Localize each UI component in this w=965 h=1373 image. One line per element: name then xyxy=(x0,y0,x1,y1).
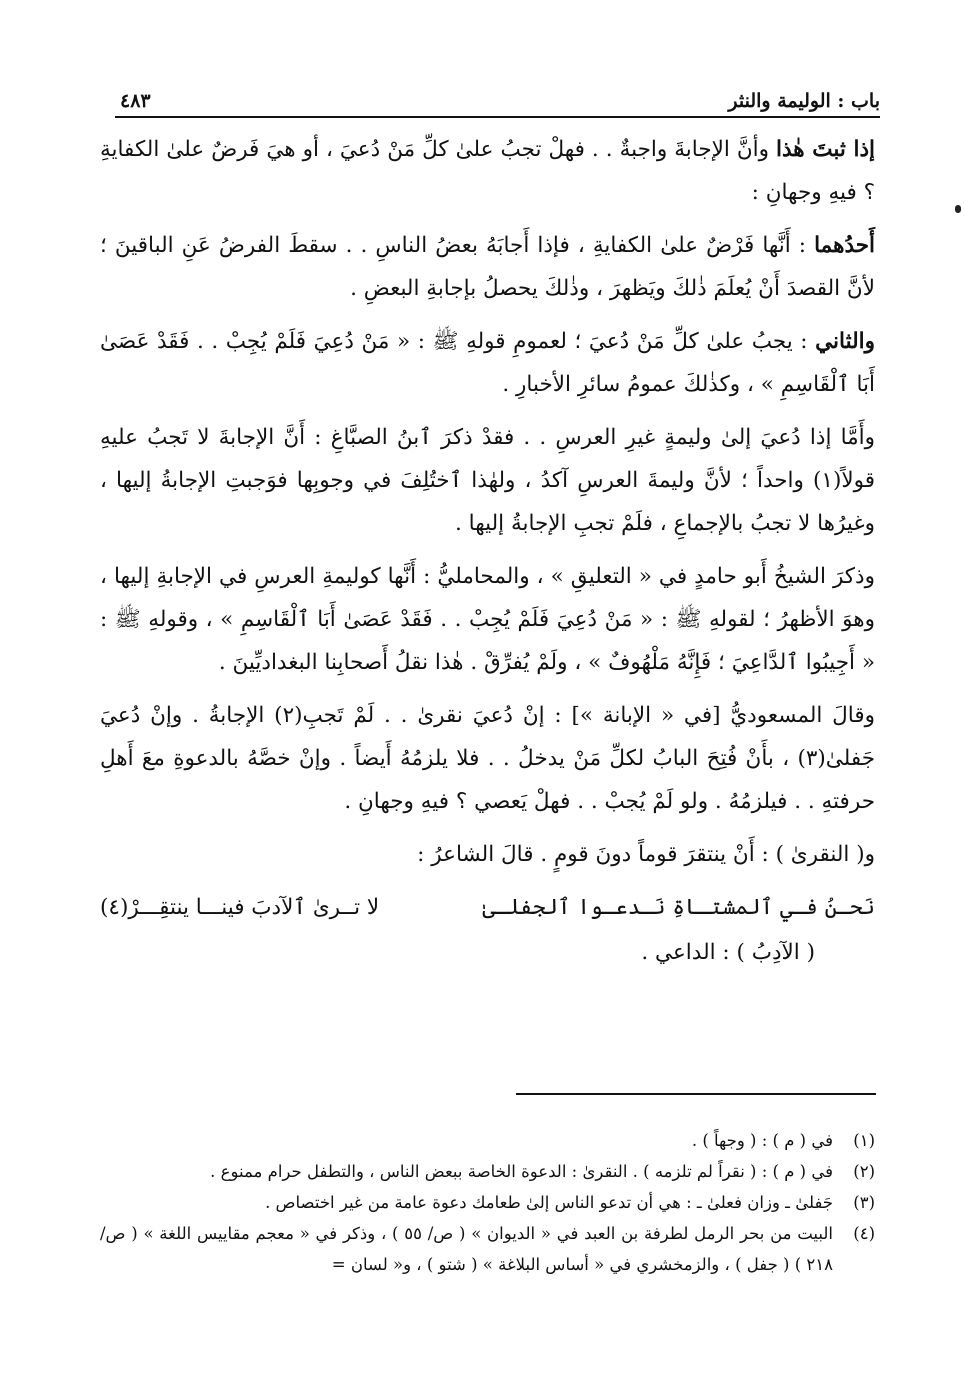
running-header xyxy=(120,78,880,112)
footnote-text: جَفلىٰ ـ وزان فعلىٰ ـ : هي أن تدعو الناس إلىٰ طعامك دعوة عامة من غير اختصاص . xyxy=(265,1193,833,1212)
verse-first-hemistich: نَحـنُ فـي ٱلمشتـاةِ نَـدعـوا ٱلجفلـىٰ xyxy=(482,895,875,920)
footnote xyxy=(100,1187,875,1218)
paragraph-text: : أَنَّها فَرْضٌ علىٰ الكفايةِ ، فإذا أَجابَهُ بعضُ الناسِ . . سقطَ الفرضُ عَنِ الباقينَ ؛ لأنَّ القصدَ أَنْ يُعلَمَ ذٰلكَ ويَظهرَ ، وذٰلكَ يحصلُ بإجابةِ البعضِ . xyxy=(100,233,875,301)
verse-second-hemistich: لا تــرىٰ ٱلآدبَ فينـــا ينتقِـــرْ(٤) xyxy=(100,895,380,920)
poetry-verse xyxy=(100,886,875,929)
paragraph-text: : يجبُ علىٰ كلِّ مَنْ دُعيَ ؛ لعمومِ قولهِ ﷺ : « مَنْ دُعِيَ فَلَمْ يُجِبْ . . فَقَدْ عَصَىٰ أَبَا ٱلْقَاسِمِ » ، وكذٰلكَ عمومُ سائرِ الأخبارِ . xyxy=(100,329,875,397)
footnote-rule xyxy=(516,1093,876,1095)
footnotes xyxy=(100,1125,875,1280)
footnote-text: في ( م ) : ( وجهاً ) . xyxy=(691,1131,833,1150)
paragraph xyxy=(100,224,875,310)
paragraph-text: وقالَ المسعوديُّ [في « الإبانة »] : إنْ دُعيَ نقرىٰ . . لَمْ تَجبِ(٢) الإجابةُ . وإنْ دُعيَ جَفلىٰ(٣) ، بأَنْ فُتِحَ البابُ لكلِّ مَنْ يدخلُ . . فلا يلزمُهُ أَيضاً . وإنْ خصَّهُ بالدعوةِ معَ أَهلِ حرفتهِ . . فيلزمُهُ . ولو لَمْ يُجبْ . . فهلْ يَعصي ؟ فيهِ وجهانِ . xyxy=(100,703,875,814)
footnote xyxy=(100,1156,875,1187)
paragraph xyxy=(100,416,875,545)
footnote-text: البيت من بحر الرمل لطرفة بن العبد في « الديوان » ( ص/ ٥٥ ) ، وذكر في « معجم مقاييس اللغة » ( ص/٢١٨ ) ( جفل ) ، والزمخشري في « أساس البلاغة » ( شتو ) ، و« لسان = xyxy=(100,1224,833,1274)
paragraph-text: وأَمَّا إذا دُعيَ إلىٰ وليمةٍ غيرِ العرسِ . . فقدْ ذكرَ ٱبنُ الصبَّاغِ : أَنَّ الإجابةَ لا تَجبُ عليهِ قولاً(١) واحداً ؛ لأنَّ وليمةَ العرسِ آكدُ ، ولهٰذا ٱختُلِفَ في وجوبِها فوَجبتِ الإجابةُ إليها ، وغيرُها لا تجبُ بالإجماعِ ، فلَمْ تجبِ الإجابةُ إليها . xyxy=(100,425,875,536)
paragraph xyxy=(100,555,875,684)
chapter-title: باب : الوليمة والنثر xyxy=(728,90,880,112)
footnote xyxy=(100,1218,875,1280)
page-number: ٤٨٣ xyxy=(120,90,151,112)
paragraph xyxy=(100,694,875,823)
paragraph-lead: والثاني xyxy=(815,329,875,354)
footnote-number: (١) xyxy=(853,1131,875,1150)
footnote-text: في ( م ) : ( نقراً لم تلزمه ) . النقرىٰ : الدعوة الخاصة ببعض الناس ، والتطفل حرام ممنوع . xyxy=(210,1162,833,1181)
paragraph-text: وذكرَ الشيخُ أَبو حامدٍ في « التعليقِ » ، والمحامليُّ : أَنَّها كوليمةِ العرسِ في الإجابةِ إليها ، وهوَ الأظهرُ ؛ لقولهِ ﷺ : « مَنْ دُعِيَ فَلَمْ يُجِبْ . . فَقَدْ عَصَىٰ أَبَا ٱلْقَاسِمِ » ، وقولهِ ﷺ : « أَجِيبُوا ٱلدَّاعِيَ ؛ فَإِنَّهُ مَلْهُوفٌ » ، ولَمْ يُفرِّقْ . هٰذا نقلُ أَصحابِنا البغداديِّينَ . xyxy=(100,564,875,675)
footnote-number: (٣) xyxy=(853,1193,875,1212)
paragraph-text: و( النقرىٰ ) : أَنْ ينتقرَ قوماً دونَ قومٍ . قالَ الشاعرُ : xyxy=(417,842,875,867)
paragraph xyxy=(100,320,875,406)
margin-mark xyxy=(955,205,961,213)
paragraph-lead: إذا ثبتَ هٰذا xyxy=(776,137,876,162)
footnote xyxy=(100,1125,875,1156)
header-rule xyxy=(115,116,880,118)
footnote-number: (٢) xyxy=(853,1162,875,1181)
verse-gloss: ( الآدِبُ ) : الداعي . xyxy=(641,940,815,965)
paragraph xyxy=(100,833,875,876)
main-text xyxy=(100,128,875,984)
paragraph-text: وأنَّ الإجابةَ واجبةٌ . . فهلْ تجبُ علىٰ كلِّ مَنْ دُعيَ ، أو هيَ فَرضٌ علىٰ الكفايةِ ؟ فيهِ وجهانِ : xyxy=(100,137,875,205)
paragraph-lead: أَحدُهما xyxy=(814,233,875,258)
paragraph xyxy=(100,128,875,214)
footnote-number: (٤) xyxy=(853,1224,875,1243)
